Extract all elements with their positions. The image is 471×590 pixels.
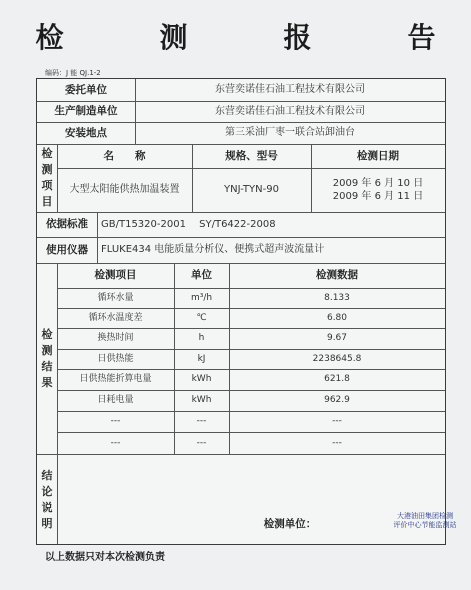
report-title: 检 测 报 告 — [35, 21, 470, 54]
result-data: --- — [332, 437, 342, 448]
instruments-label: 使用仪器 — [46, 243, 88, 256]
result-item: 日供热能折算电量 — [79, 374, 152, 385]
header-date: 检测日期 — [357, 149, 399, 162]
inspector-label: 检测单位： — [263, 517, 317, 530]
result-unit: --- — [196, 416, 207, 427]
basis-label: 依据标准 — [46, 218, 88, 231]
conclusion-label: 结论说明 — [41, 469, 53, 530]
test-dates — [311, 168, 445, 212]
result-unit: m³/h — [190, 292, 213, 303]
result-data: --- — [332, 416, 342, 427]
result-data: 621.8 — [324, 374, 350, 385]
result-unit: h — [198, 333, 205, 344]
result-item: --- — [110, 416, 121, 427]
basis-value: GB/T15320-2001 SY/T6422-2008 — [101, 218, 276, 230]
header-model: 规格、型号 — [225, 149, 278, 162]
results-header-unit: 单位 — [191, 269, 212, 282]
stamp-line-2: 评价中心节能监测站 — [393, 521, 457, 530]
results-header-data: 检测数据 — [316, 269, 358, 282]
inspector-stamp — [380, 512, 470, 530]
device-name: 大型太阳能供热加温装置 — [69, 184, 180, 196]
result-data: 8.133 — [324, 292, 350, 303]
result-data: 9.67 — [326, 333, 348, 344]
result-unit: ℃ — [196, 312, 207, 323]
result-unit: kWh — [191, 395, 212, 406]
result-unit: --- — [196, 437, 207, 448]
site-label: 安装地点 — [65, 126, 107, 139]
stamp-line-1: 大港油田集团检测 — [397, 512, 453, 520]
test-date-start: 2009 年 6 月 10 日 — [332, 177, 424, 189]
result-item: 循环水量 — [97, 292, 134, 303]
footer-note: 以上数据只对本次检测负责 — [45, 552, 165, 563]
result-data: 962.9 — [324, 395, 350, 406]
result-unit: kWh — [191, 374, 212, 385]
device-model: YNJ-TYN-90 — [224, 184, 279, 196]
report-table — [36, 78, 446, 545]
result-unit: kJ — [197, 353, 206, 364]
client-label: 委托单位 — [65, 83, 107, 96]
result-data: 6.80 — [326, 312, 348, 323]
results-section-label: 检测结果 — [41, 327, 53, 389]
result-item: --- — [110, 437, 121, 448]
maker-value: 东营奕诺佳石油工程技术有限公司 — [215, 105, 365, 117]
result-item: 换热时间 — [97, 333, 134, 344]
result-item: 日供热能 — [97, 353, 134, 364]
result-data: 2238645.8 — [312, 353, 362, 364]
document-code: 编码：J 能 QJ.1-2 — [45, 69, 101, 77]
site-value: 第三采油厂枣一联合站卸油台 — [225, 127, 355, 139]
maker-label: 生产制造单位 — [54, 105, 118, 118]
results-header-item: 检测项目 — [94, 269, 137, 282]
result-item: 日耗电量 — [97, 395, 134, 406]
result-item: 循环水温度差 — [88, 312, 143, 323]
item-section-label: 检测项目 — [41, 147, 53, 208]
test-date-end: 2009 年 6 月 11 日 — [332, 191, 424, 202]
client-value: 东营奕诺佳石油工程技术有限公司 — [215, 84, 365, 96]
header-name: 名 称 — [103, 149, 146, 162]
instruments-value: FLUKE434 电能质量分析仪、便携式超声波流量计 — [101, 244, 325, 256]
